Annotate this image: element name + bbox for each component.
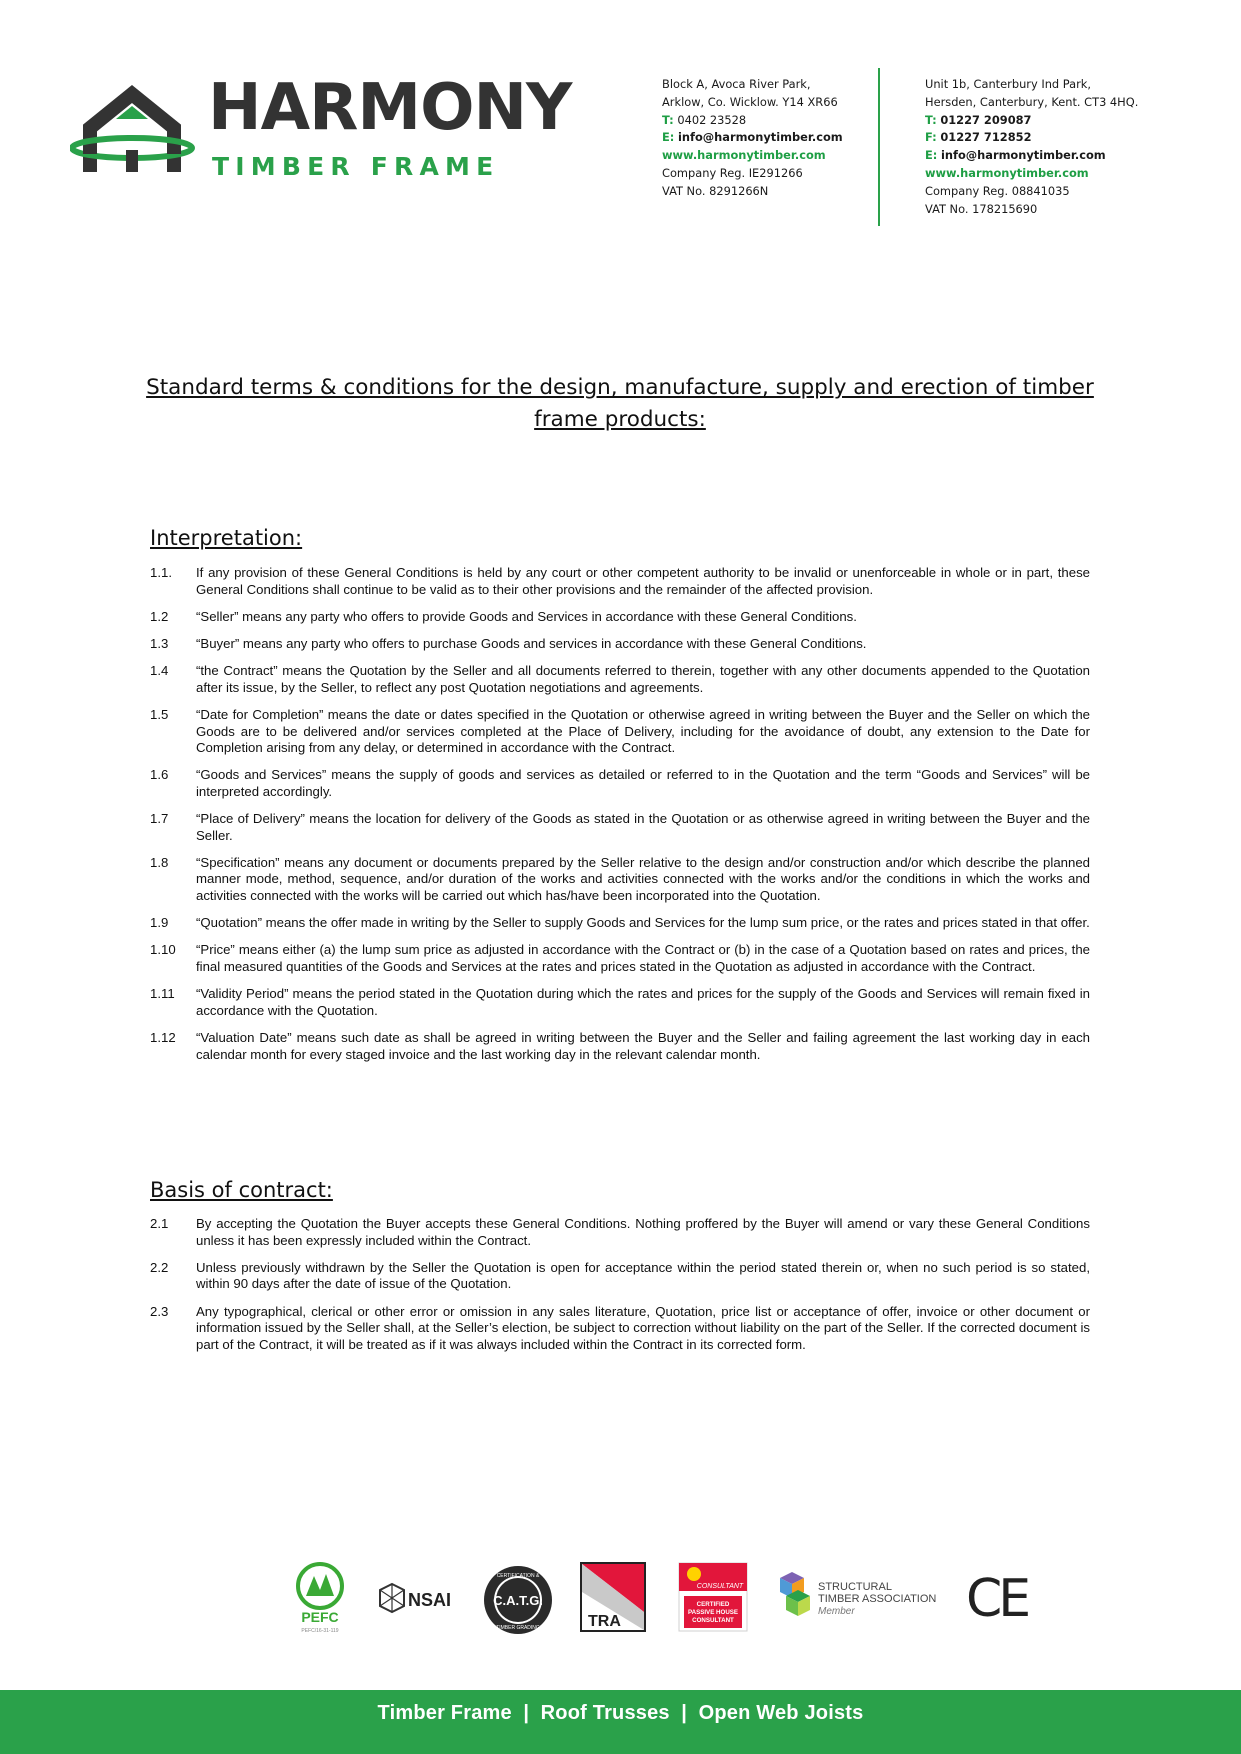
clause-item bbox=[150, 986, 1090, 1019]
tra-logo bbox=[580, 1562, 646, 1632]
ce-mark-logo bbox=[966, 1572, 1036, 1622]
clause-item bbox=[150, 565, 1090, 598]
sta-member: Member bbox=[818, 1606, 855, 1617]
vat-number: VAT No. 178215690 bbox=[925, 201, 1038, 216]
email-line bbox=[925, 147, 1138, 165]
footer-services: Timber Frame | Roof Trusses | Open Web Joists bbox=[377, 1702, 864, 1724]
clause-number: 1.6 bbox=[150, 767, 169, 783]
clause-number: 2.2 bbox=[150, 1259, 169, 1275]
clause-text: “Quotation” means the offer made in writing by the Seller to supply Goods and Services for the lump sum price, or the rates and prices stated in that offer. bbox=[196, 915, 1090, 931]
catg-label: C.A.T.G. bbox=[493, 1593, 543, 1608]
clause-text: Any typographical, clerical or other error or omission in any sales literature, Quotation, price list or acceptance of offer, invoice or other document or information issued by the Seller shall, at the Seller’s election, be subject to correction without liability on the part of the Seller. If the corrected document is part of the Contract, it will be treated as if it was always included within the Contract in its corrected form. bbox=[196, 1303, 1090, 1352]
passive-line: PASSIVE HOUSE bbox=[687, 1609, 739, 1616]
website-link[interactable]: www.harmonytimber.com bbox=[662, 148, 826, 163]
logo-wordmark: HARMONY bbox=[208, 71, 572, 145]
address-line: Block A, Avoca River Park, bbox=[662, 77, 811, 91]
phone-line bbox=[925, 112, 1138, 130]
clause-item bbox=[150, 1260, 1090, 1293]
accreditation-logos bbox=[290, 1562, 1050, 1642]
tra-label: TRA bbox=[588, 1613, 621, 1630]
clause-number: 1.5 bbox=[150, 706, 169, 722]
clause-list-basis-of-contract bbox=[150, 1216, 1090, 1364]
phone-label: T: bbox=[925, 112, 937, 127]
pefc-label: PEFC bbox=[301, 1609, 339, 1625]
clause-number: 1.3 bbox=[150, 635, 169, 651]
header-divider bbox=[878, 68, 880, 226]
website-link[interactable]: www.harmonytimber.com bbox=[925, 165, 1089, 180]
section-heading-basis-of-contract: Basis of contract: bbox=[150, 1178, 333, 1202]
catg-ring-bottom: TIMBER GRADING bbox=[496, 1625, 540, 1631]
nsai-logo bbox=[378, 1580, 458, 1620]
clause-number: 1.8 bbox=[150, 854, 169, 870]
catg-logo bbox=[482, 1564, 554, 1636]
clause-number: 1.4 bbox=[150, 663, 169, 679]
phone-label: T: bbox=[662, 112, 674, 127]
fax-label: F: bbox=[925, 130, 937, 145]
house-roof-icon bbox=[70, 76, 200, 176]
clause-item bbox=[150, 915, 1090, 932]
fax-number: 01227 712852 bbox=[940, 130, 1032, 145]
clause-item bbox=[150, 609, 1090, 626]
clause-number: 1.2 bbox=[150, 608, 169, 624]
clause-text: “Valuation Date” means such date as shall be agreed in writing between the Buyer and the Seller and failing agreement the last working day in each calendar month for every staged invoice and the last working day in the relevant calendar month. bbox=[196, 1030, 1090, 1062]
passive-house-logo bbox=[678, 1562, 748, 1632]
company-reg: Company Reg. IE291266 bbox=[662, 165, 803, 180]
title-line: Standard terms & conditions for the design, manufacture, supply and erection of timber bbox=[146, 375, 1094, 400]
clause-item bbox=[150, 1030, 1090, 1063]
sta-logo bbox=[774, 1570, 944, 1630]
phone-number: 0402 23528 bbox=[677, 112, 747, 127]
passive-top: CONSULTANT bbox=[696, 1583, 744, 1590]
clause-number: 1.1. bbox=[150, 565, 172, 580]
title-line: frame products: bbox=[534, 407, 706, 432]
clause-number: 2.1 bbox=[150, 1216, 169, 1231]
vat-number: VAT No. 8291266N bbox=[662, 183, 769, 198]
company-logo bbox=[70, 71, 590, 186]
clause-number: 1.9 bbox=[150, 915, 169, 931]
document-title bbox=[120, 372, 1120, 436]
clause-item bbox=[150, 707, 1090, 757]
catg-ring-top: CERTIFICATION & bbox=[496, 1573, 540, 1579]
email-link[interactable]: info@harmonytimber.com bbox=[940, 148, 1106, 163]
clause-text: Unless previously withdrawn by the Seller the Quotation is open for acceptance within the period stated therein or, when no such period is so stated, within 90 days after the date of issue of the Quotation. bbox=[196, 1259, 1090, 1292]
address-uk bbox=[925, 76, 1138, 218]
company-reg: Company Reg. 08841035 bbox=[925, 183, 1070, 198]
clause-text: “Place of Delivery” means the location for delivery of the Goods as stated in the Quotation or as otherwise agreed in writing between the Buyer and the Seller. bbox=[196, 811, 1090, 843]
clause-text: “Buyer” means any party who offers to purchase Goods and services in accordance with these General Conditions. bbox=[196, 635, 867, 651]
clause-item bbox=[150, 636, 1090, 653]
clause-text: “Goods and Services” means the supply of goods and services as detailed or referred to in the Quotation and the term “Goods and Services” will be interpreted accordingly. bbox=[196, 767, 1090, 799]
address-line: Arklow, Co. Wicklow. Y14 XR66 bbox=[662, 94, 838, 109]
clause-text: “Date for Completion” means the date or dates specified in the Quotation or otherwise agreed in writing between the Buyer and the Seller on which the Goods are to be delivered and/or services completed at the Place of Delivery, including for the avoidance of doubt, any extension to the Date for Completion arising from any delay, or determined in accordance with the Contract. bbox=[196, 706, 1090, 756]
email-line bbox=[662, 129, 843, 147]
passive-line: CONSULTANT bbox=[692, 1617, 734, 1624]
footer-bar bbox=[0, 1690, 1241, 1754]
clause-text: If any provision of these General Conditions is held by any court or other competent authority to be invalid or unenforceable in whole or in part, these General Conditions shall continue to be valid as to their other provisions and the remainder of the affected provision. bbox=[196, 565, 1090, 597]
email-link[interactable]: info@harmonytimber.com bbox=[677, 130, 843, 145]
clause-item bbox=[150, 811, 1090, 844]
clause-item bbox=[150, 1304, 1090, 1354]
email-label: E: bbox=[925, 148, 938, 163]
clause-item bbox=[150, 767, 1090, 800]
section-heading-interpretation: Interpretation: bbox=[150, 526, 303, 550]
clause-item bbox=[150, 942, 1090, 975]
clause-text: “Seller” means any party who offers to provide Goods and Services in accordance with these General Conditions. bbox=[196, 608, 857, 624]
clause-list-interpretation bbox=[150, 565, 1090, 1074]
logo-tagline: TIMBER FRAME bbox=[212, 152, 500, 181]
clause-number: 1.10 bbox=[150, 942, 176, 958]
clause-item bbox=[150, 855, 1090, 905]
clause-item bbox=[150, 663, 1090, 696]
phone-line bbox=[662, 112, 843, 130]
clause-text: “Validity Period” means the period stated in the Quotation during which the rates and prices for the supply of the Goods and Services will remain fixed in accordance with the Quotation. bbox=[196, 986, 1090, 1018]
sta-line: STRUCTURAL bbox=[818, 1581, 892, 1593]
clause-text: “Price” means either (a) the lump sum price as adjusted in accordance with the Contract or (b) in the case of a Quotation based on rates and prices, the final measured quantities of the Goods and Services at the rates and prices stated in the Quotation as adjusted in accordance with the Contract. bbox=[196, 942, 1090, 975]
email-label: E: bbox=[662, 130, 675, 145]
phone-number: 01227 209087 bbox=[940, 112, 1032, 127]
clause-text: “Specification” means any document or documents prepared by the Seller relative to the design and/or construction and/or which describe the planned manner mode, method, sequence, and/or duration of the works and activities connected with the works and/or the conditions in which the works and activities connected with the works will be carried out which has/have been incorporated into the Quotation. bbox=[196, 854, 1090, 904]
pefc-logo bbox=[290, 1562, 350, 1634]
clause-item bbox=[150, 1216, 1090, 1249]
fax-line bbox=[925, 129, 1138, 147]
clause-number: 1.7 bbox=[150, 811, 169, 827]
passive-line: CERTIFIED bbox=[696, 1601, 730, 1608]
pefc-code: PEFC/16-31-119 bbox=[301, 1628, 339, 1634]
nsai-label: NSAI bbox=[408, 1590, 452, 1610]
address-line: Hersden, Canterbury, Kent. CT3 4HQ. bbox=[925, 94, 1139, 109]
address-ireland bbox=[662, 76, 843, 201]
address-line: Unit 1b, Canterbury Ind Park, bbox=[925, 77, 1091, 91]
clause-text: By accepting the Quotation the Buyer accepts these General Conditions. Nothing proffered by the Buyer will amend or vary these General Conditions unless it has been expressly included within the Contract. bbox=[196, 1216, 1090, 1248]
sta-line: TIMBER ASSOCIATION bbox=[818, 1593, 937, 1605]
ce-label: CE bbox=[966, 1572, 1028, 1622]
clause-number: 1.11 bbox=[150, 986, 175, 1002]
clause-number: 1.12 bbox=[150, 1030, 176, 1045]
clause-number: 2.3 bbox=[150, 1303, 169, 1319]
clause-text: “the Contract” means the Quotation by the Seller and all documents referred to therein, together with any other documents appended to the Quotation after its issue, by the Seller, to reflect any post Quotation negotiations and agreements. bbox=[196, 663, 1090, 695]
